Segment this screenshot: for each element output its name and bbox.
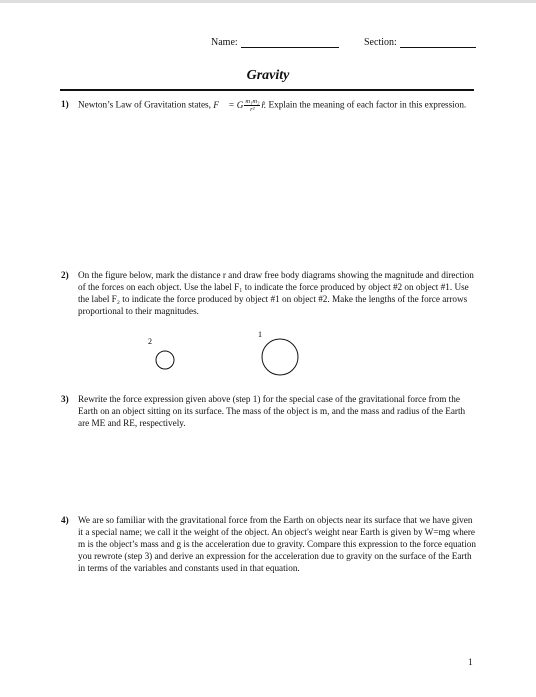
object-1-label: 1: [258, 331, 262, 339]
page-number: 1: [468, 658, 473, 668]
question-number: 3): [61, 394, 69, 404]
name-blank-line[interactable]: [241, 38, 339, 48]
name-label: Name:: [211, 37, 238, 48]
gravitation-equation: F⃗ = G $\frac{\text{m₁m₂}}{\text{r²}}$ r̂.: [213, 98, 267, 113]
question-text: We are so familiar with the gravitational force from the Earth on objects near its surface that we have given it a special name; we call it the weight of the object. An object's weight near Earth is given by W=mg where m is the object’s mass and g is the acceleration due to gravity. Compare this expression to the force equation you rewrote (step 3) and derive an expression for the acceleration due to gravity on the surface of the Earth in terms of the variables and constants used in that equation.: [78, 515, 476, 573]
two-objects-figure: [130, 331, 320, 381]
question-number: 4): [61, 515, 69, 525]
title-rule: [60, 89, 474, 91]
name-field[interactable]: [211, 37, 339, 48]
question-text: Rewrite the force expression given above (step 1) for the special case of the gravitational force from the Earth on an object sitting on its surface. The mass of the object is m, and the mass and radius of the Earth are ME and RE, respectively.: [78, 394, 466, 428]
object-1-circle: [262, 339, 298, 375]
section-field[interactable]: [364, 37, 476, 48]
section-blank-line[interactable]: [400, 38, 476, 48]
object-2-label: 2: [148, 337, 152, 346]
equation-fraction: $\frac{\text{m₁m₂}}{\text{r²}}$: [245, 98, 260, 113]
question-number: 2): [61, 270, 69, 280]
document-page: [0, 3, 536, 697]
question-number: 1): [61, 99, 69, 109]
object-2-circle: [156, 351, 174, 369]
question-text: On the figure below, mark the distance r and draw free body diagrams showing the magnitude and direction of the forces on each object. Use the label F₁ to indicate the force produced by object #2 on object #1. Use the label F₂ to indicate the force produced by object #1 on object #2. Make the lengths of the force arrows proportional to their magnitudes.: [78, 270, 474, 316]
question-text: Newton’s Law of Gravitation states, F⃗ = G $\frac{\text{m₁m₂}}{\text{r²}}$ r̂. Explain the meaning of each factor in this expression.: [78, 98, 467, 113]
worksheet-title: Gravity: [246, 68, 290, 83]
section-label: Section:: [364, 37, 397, 48]
